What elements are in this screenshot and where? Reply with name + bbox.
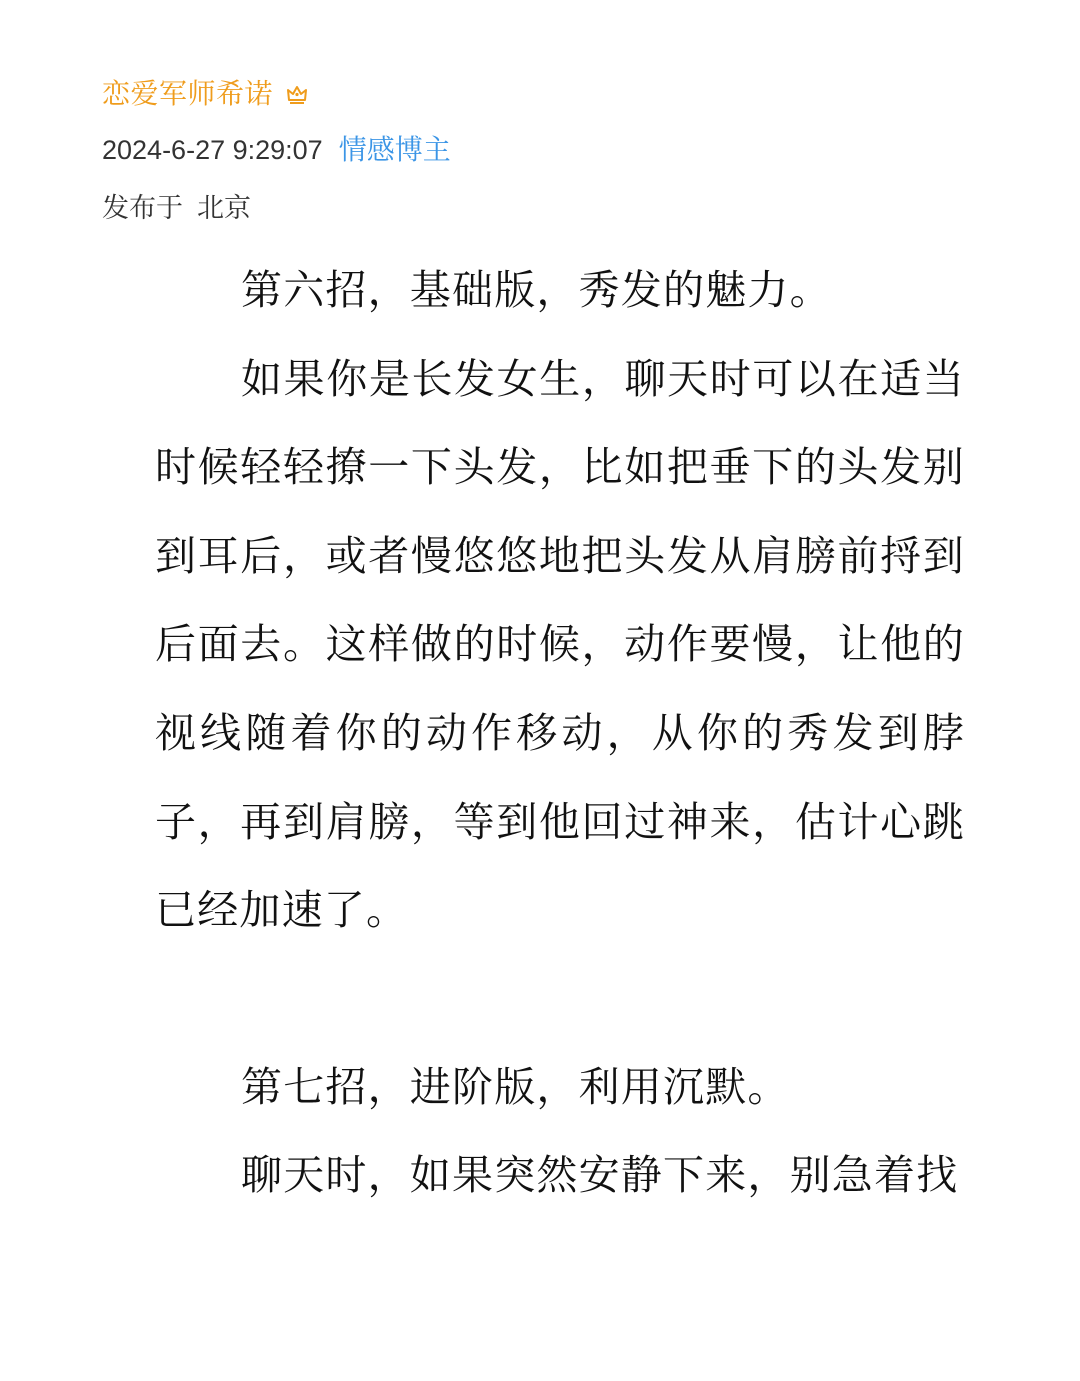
paragraph: 聊天时，如果突然安静下来，别急着找 bbox=[241, 1151, 959, 1200]
post-timestamp: 2024-6-27 9:29:07 bbox=[102, 135, 323, 165]
author-name[interactable]: 恋爱军师希诺 bbox=[102, 77, 274, 110]
location-value: 北京 bbox=[197, 192, 251, 224]
location-row bbox=[102, 181, 1002, 229]
author-row bbox=[102, 70, 1002, 118]
post-meta bbox=[102, 70, 1002, 229]
timestamp-row bbox=[102, 126, 1002, 174]
paragraph: 第六招，基础版，秀发的魅力。 bbox=[241, 266, 832, 314]
article-body bbox=[155, 246, 965, 1220]
paragraph-spacer bbox=[155, 955, 965, 1043]
paragraph: 如果你是长发女生，聊天时可以在适当时候轻轻撩一下头发，比如把垂下的头发别到耳后，或者慢悠悠地把头发从肩膀前捋到后面去。这样做的时候，动作要慢，让他的视线随着你的动作移动，从你的秀发到脖子，再到肩膀，等到他回过神来，估计心跳已经加速了。 bbox=[155, 354, 965, 935]
role-tag-link[interactable]: 情感博主 bbox=[338, 133, 451, 166]
crown-icon bbox=[285, 82, 309, 106]
location-label: 发布于 bbox=[102, 192, 183, 224]
paragraph: 第七招，进阶版，利用沉默。 bbox=[241, 1062, 790, 1111]
